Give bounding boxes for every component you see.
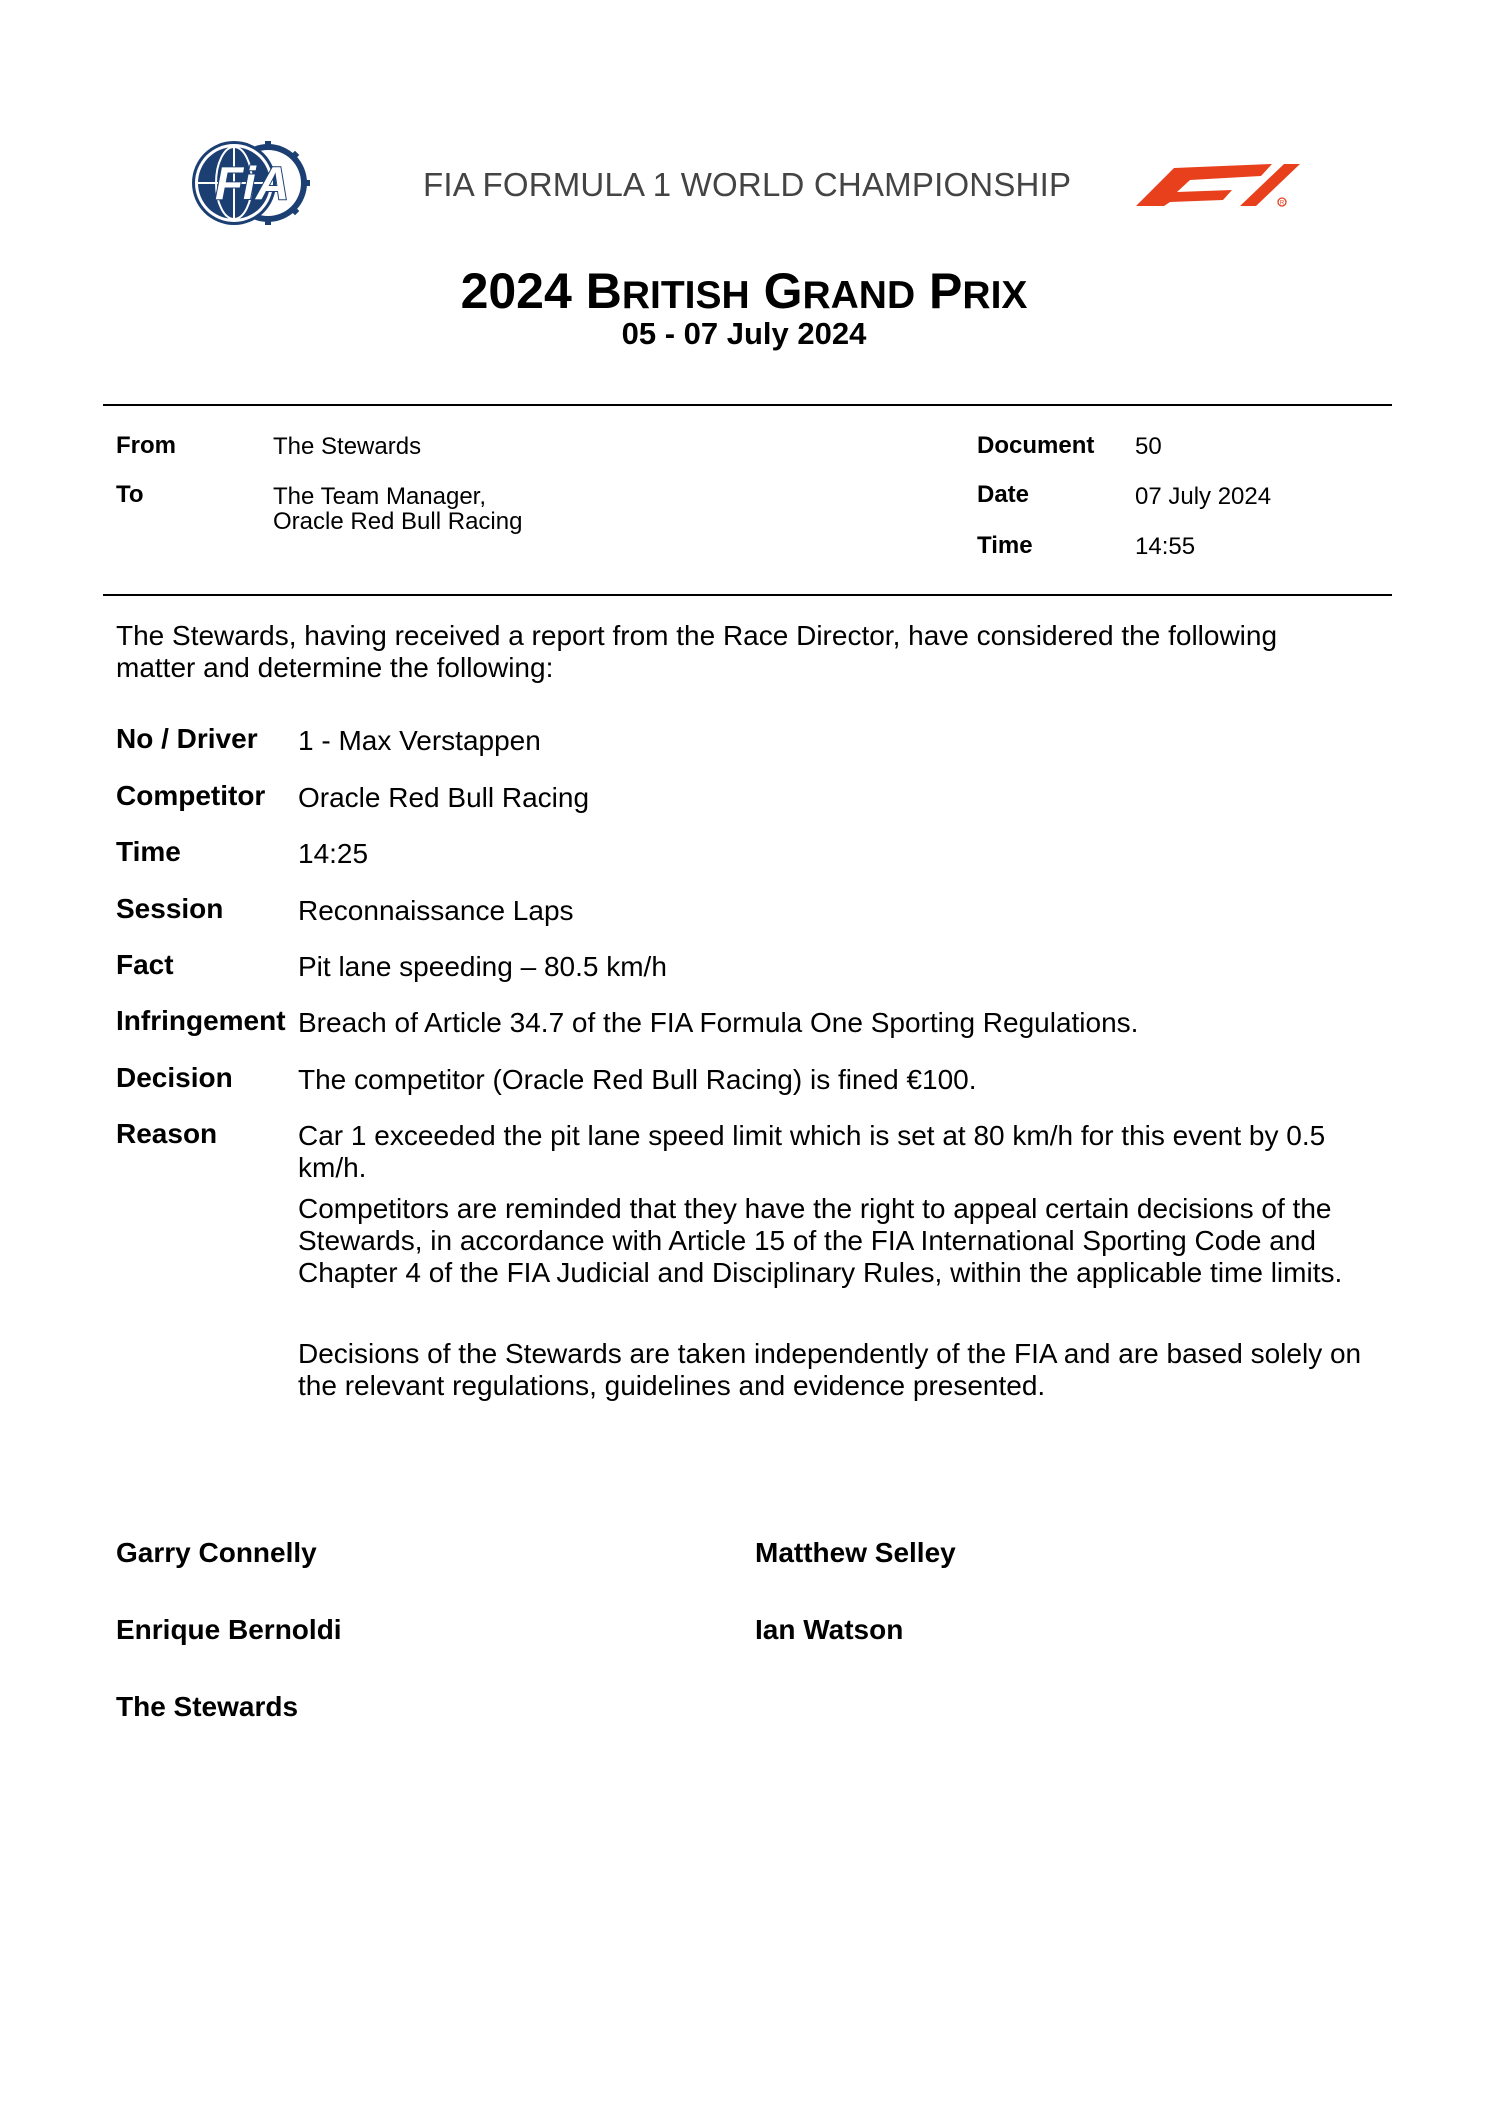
field-value: Breach of Article 34.7 of the FIA Formula One Sporting Regulations. xyxy=(298,1007,1139,1038)
svg-text:R: R xyxy=(1279,200,1285,207)
steward-name: Garry Connelly xyxy=(116,1537,317,1568)
top-divider xyxy=(103,404,1392,406)
event-name-word: BRITISH xyxy=(585,263,750,319)
championship-title: FIA FORMULA 1 WORLD CHAMPIONSHIP xyxy=(423,166,1072,203)
event-title xyxy=(0,262,1488,320)
event-name-word: GRAND xyxy=(763,263,916,319)
from-label: From xyxy=(116,432,176,459)
steward-name: Ian Watson xyxy=(755,1614,904,1645)
field-label: Competitor xyxy=(116,780,266,811)
from-value: The Stewards xyxy=(273,433,422,460)
intro-paragraph: The Stewards, having received a report from the Race Director, have considered the following matter and determine the following: xyxy=(116,620,1278,683)
bottom-divider xyxy=(103,594,1392,596)
date-label: Date xyxy=(977,481,1030,508)
field-label: Fact xyxy=(116,949,174,980)
signature-footer: The Stewards xyxy=(116,1691,299,1722)
field-value: Oracle Red Bull Racing xyxy=(298,782,590,813)
event-name-smallcaps: RIX xyxy=(962,274,1028,317)
event-year: 2024 xyxy=(460,263,572,319)
field-label: Time xyxy=(116,836,181,867)
to-value-line1: The Team Manager, xyxy=(273,483,487,510)
independence-paragraph: Decisions of the Stewards are taken independently of the FIA and are based solely on the relevant regulations, guidelines and evidence presented. xyxy=(298,1338,1362,1401)
steward-name: Matthew Selley xyxy=(755,1537,956,1568)
document-value: 50 xyxy=(1135,433,1162,460)
field-value: Reconnaissance Laps xyxy=(298,895,574,926)
f1-logo xyxy=(1122,158,1304,208)
time-label: Time xyxy=(977,532,1033,559)
event-name-smallcaps: RAND xyxy=(802,274,916,317)
to-label: To xyxy=(116,481,144,508)
field-label: No / Driver xyxy=(116,723,258,754)
field-value: 1 - Max Verstappen xyxy=(298,725,541,756)
field-label: Infringement xyxy=(116,1005,286,1036)
time-value: 14:55 xyxy=(1135,533,1196,560)
field-label: Reason xyxy=(116,1118,218,1149)
appeal-paragraph: Competitors are reminded that they have the right to appeal certain decisions of the Stewards, in accordance with Article 15 of the FIA International Sporting Code and Chapter 4 of the FIA Judicial and Disciplinary Rules, within the applicable time limits. xyxy=(298,1193,1343,1288)
reason-paragraph: Car 1 exceeded the pit lane speed limit which is set at 80 km/h for this event by 0.5 km/h. xyxy=(298,1120,1326,1183)
svg-text:FiA: FiA xyxy=(214,157,290,209)
field-value: 14:25 xyxy=(298,838,369,869)
field-value: Pit lane speeding – 80.5 km/h xyxy=(298,951,667,982)
fia-logo xyxy=(188,138,318,228)
steward-name: Enrique Bernoldi xyxy=(116,1614,342,1645)
to-value-line2: Oracle Red Bull Racing xyxy=(273,508,523,535)
event-name-smallcaps: RITISH xyxy=(621,274,750,317)
field-label: Session xyxy=(116,893,224,924)
field-value: The competitor (Oracle Red Bull Racing) is fined €100. xyxy=(298,1064,977,1095)
event-name-word: PRIX xyxy=(929,263,1028,319)
document-label: Document xyxy=(977,432,1095,459)
date-value: 07 July 2024 xyxy=(1135,483,1272,510)
field-label: Decision xyxy=(116,1062,233,1093)
event-dates: 05 - 07 July 2024 xyxy=(621,316,867,351)
